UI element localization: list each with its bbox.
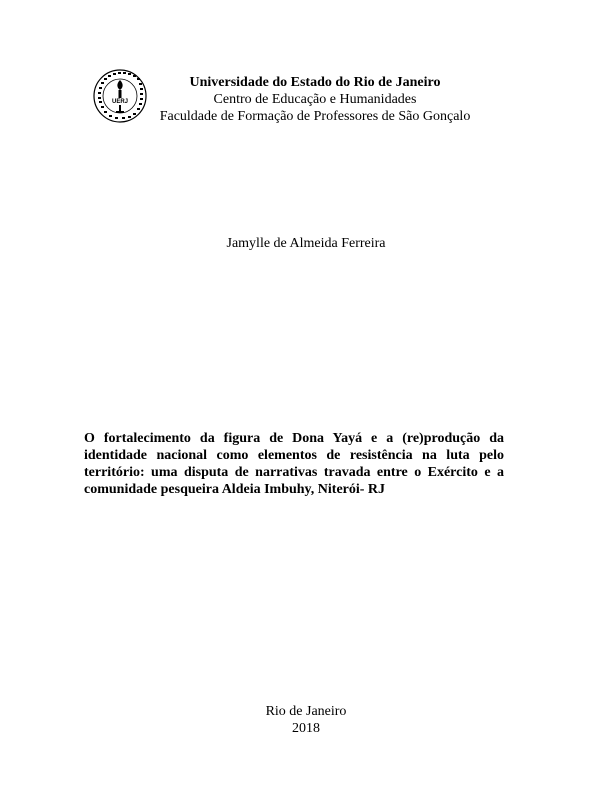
- thesis-title: O fortalecimento da figura de Dona Yayá e a (re)produção da identidade nacional como elementos de resistência na luta pelo território: uma disputa de narrativas travada entre o Exército e a comunidade pesqueira Aldeia Imbuhy, Niterói- RJ: [84, 431, 504, 497]
- year: 2018: [292, 721, 320, 736]
- svg-text:UERJ: UERJ: [111, 99, 129, 105]
- faculty-name: Faculdade de Formação de Professores de São Gonçalo: [159, 109, 471, 124]
- institution-header: [150, 74, 480, 125]
- university-name: Universidade do Estado do Rio de Janeiro: [189, 75, 441, 90]
- author-name: Jamylle de Almeida Ferreira: [226, 236, 386, 251]
- uerj-seal-logo: [92, 68, 154, 124]
- city: Rio de Janeiro: [265, 704, 347, 719]
- footer-location-date: [0, 703, 612, 737]
- uerj-seal-icon: [92, 68, 154, 124]
- center-name: Centro de Educação e Humanidades: [213, 92, 417, 107]
